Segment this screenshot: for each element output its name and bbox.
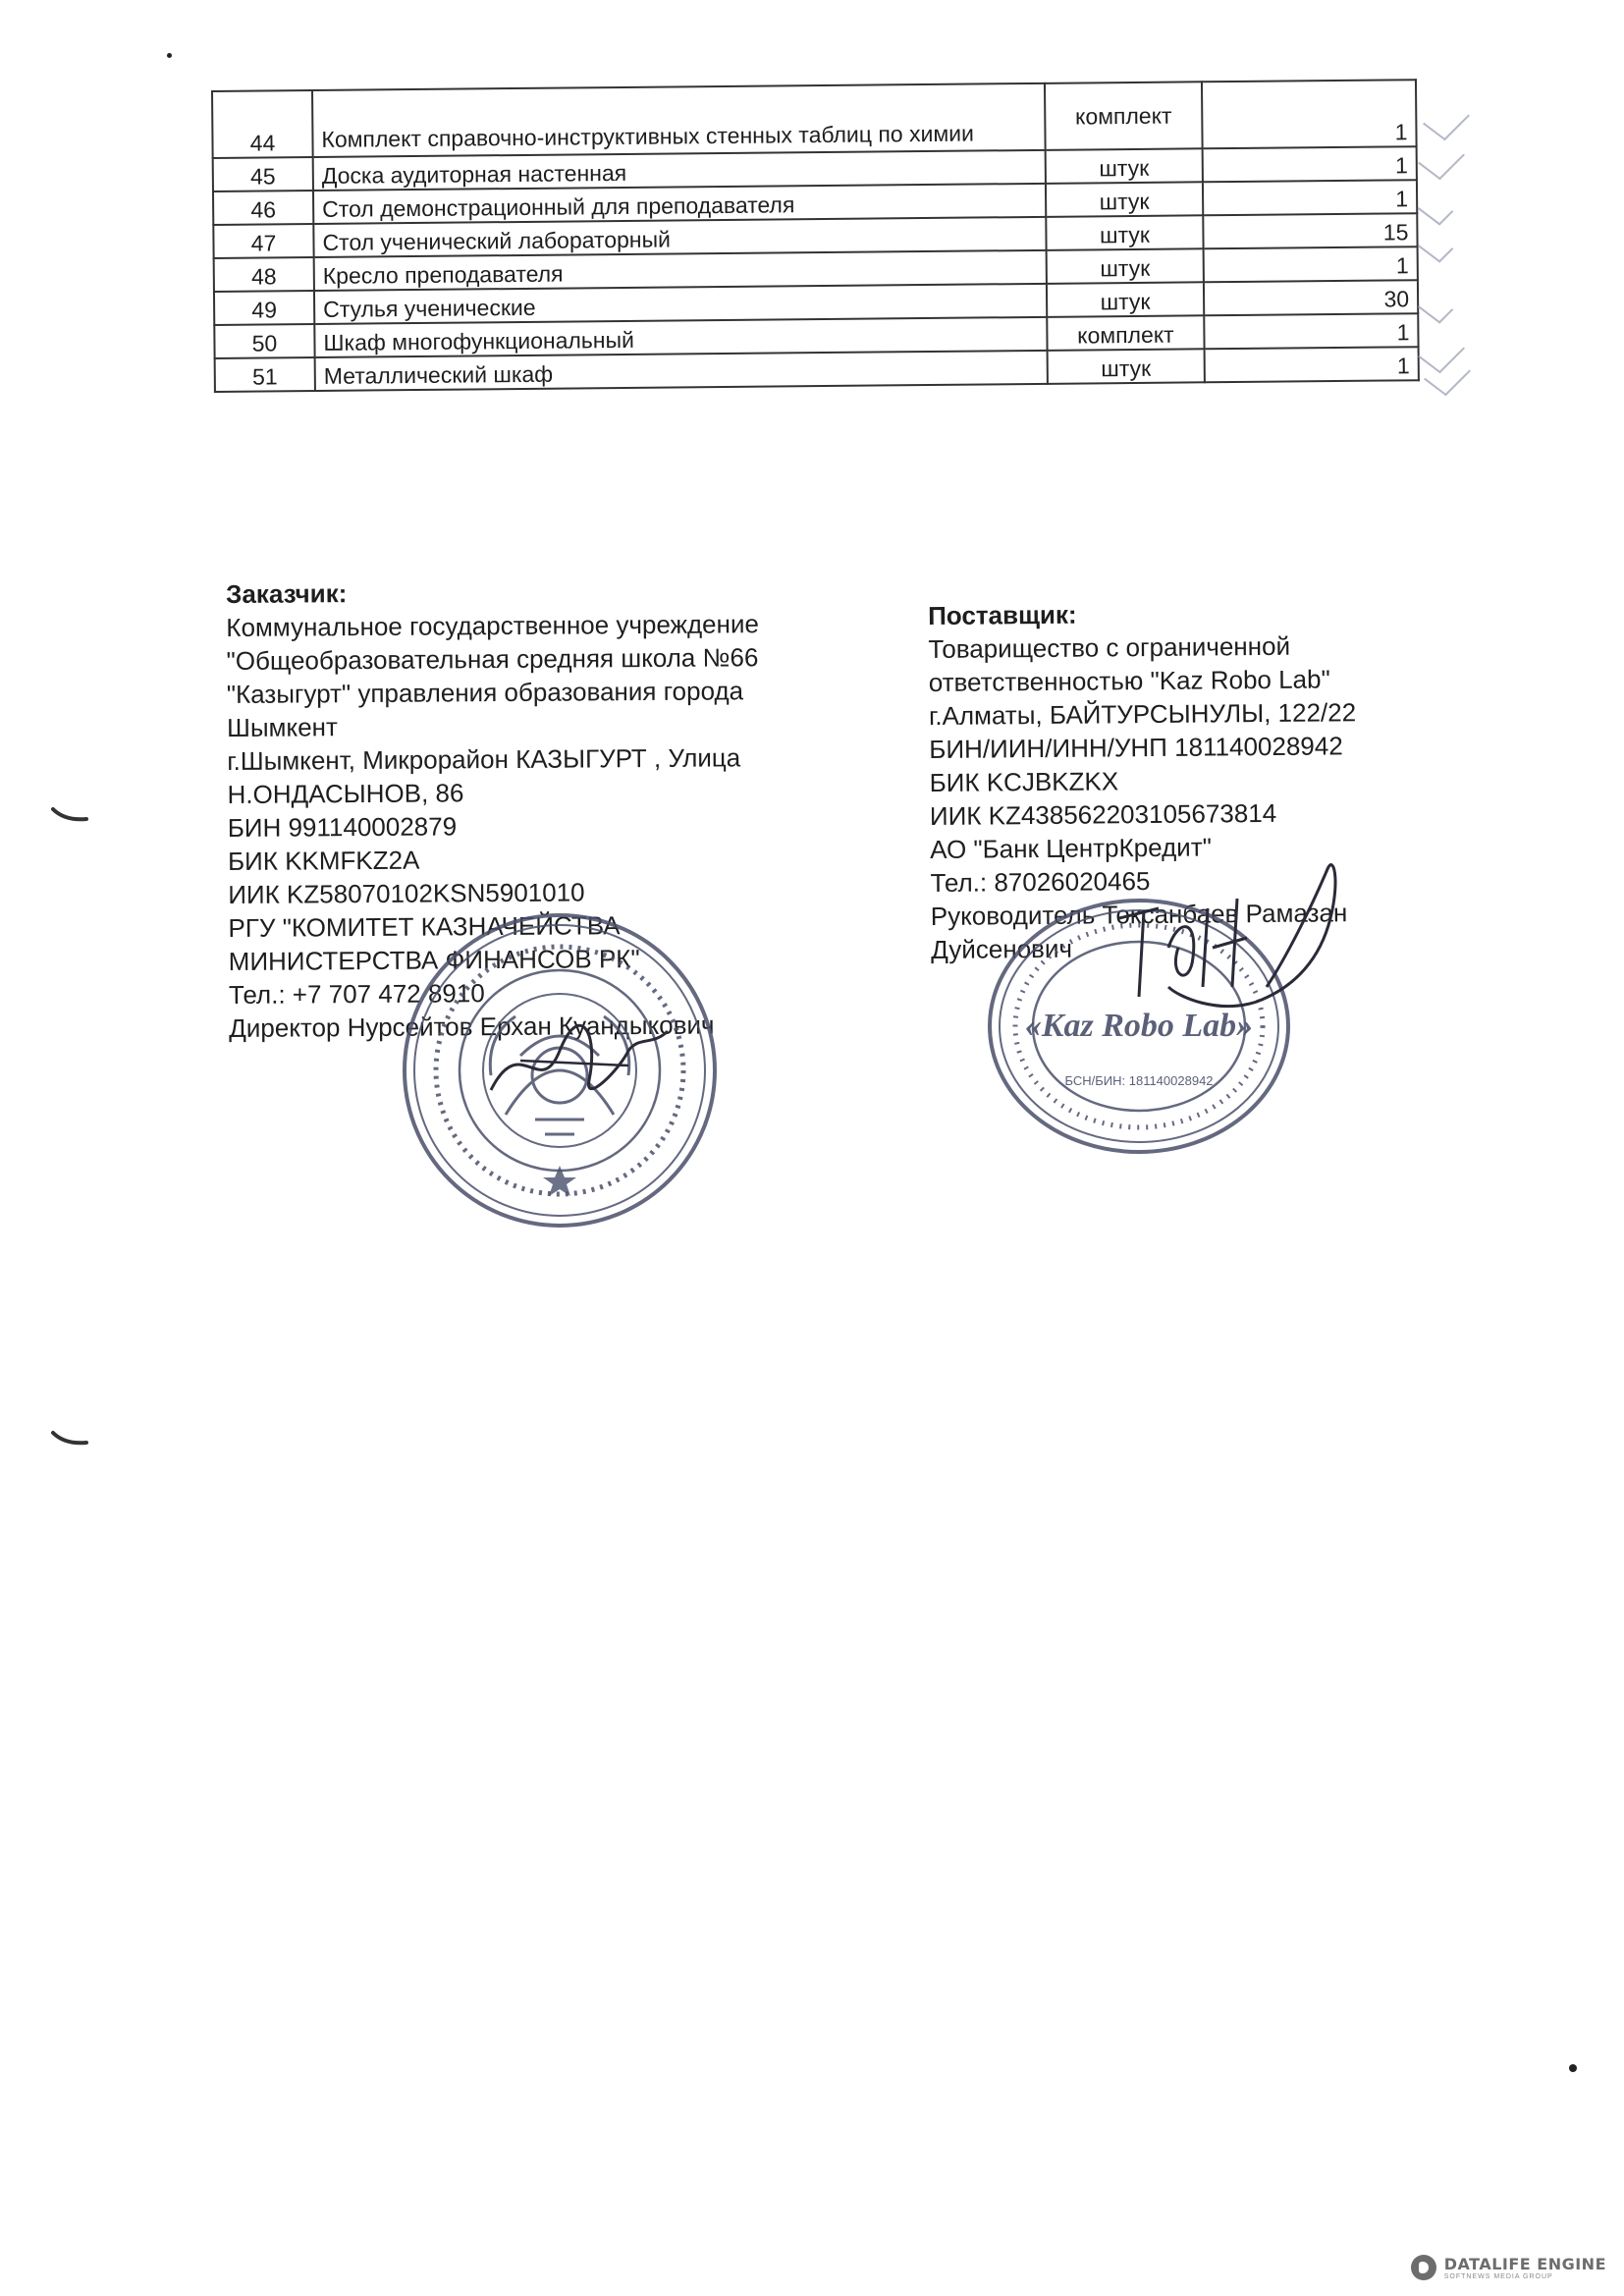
item-unit: штук [1046, 215, 1203, 250]
customer-line: МИНИСТЕРСТВА ФИНАНСОВ РК" [228, 944, 640, 976]
item-name: Шкаф многофункциональный [314, 317, 1047, 357]
customer-line: Директор Нурсейтов Ерхан Куандыкович [229, 1010, 715, 1043]
customer-line: БИН 991140002879 [227, 811, 458, 843]
supplier-seal-name: «Kaz Robo Lab» [1024, 1008, 1254, 1044]
scan-dot [167, 53, 172, 58]
customer-line: Тел.: +7 707 472 8910 [228, 978, 485, 1010]
check-mark-icon [1418, 293, 1454, 323]
hole-punch-mark [51, 1429, 90, 1450]
item-unit: штук [1048, 349, 1205, 384]
check-mark-icon [1418, 232, 1454, 262]
item-name: Доска аудиторная настенная [313, 150, 1046, 191]
supplier-line: Дуйсенович [930, 933, 1073, 964]
item-unit: штук [1047, 248, 1204, 284]
row-number: 50 [214, 324, 314, 358]
item-name: Кресло преподавателя [314, 250, 1047, 291]
row-number: 44 [212, 90, 313, 158]
supplier-line: Товарищество с ограниченной [928, 630, 1291, 664]
customer-line: г.Шымкент, Микрорайон КАЗЫГУРТ , Улица [227, 742, 741, 776]
customer-line: Коммунальное государственное учреждение [226, 609, 760, 642]
item-unit: штук [1046, 148, 1203, 184]
supplier-line: БИН/ИИН/ИНН/УНП 181140028942 [929, 731, 1343, 764]
supplier-line: ИИК KZ438562203105673814 [929, 797, 1277, 831]
row-number: 48 [214, 257, 314, 292]
customer-line: "Общеобразовательная средняя школа №66 [226, 642, 759, 676]
row-number: 51 [215, 357, 315, 392]
item-quantity: 15 [1203, 213, 1417, 248]
check-mark-icon [1423, 99, 1470, 140]
logo-sub-text: SOFTNEWS MEDIA GROUP [1443, 2273, 1553, 2280]
customer-line: "Казыгурт" управления образования города [226, 676, 744, 709]
customer-line: Н.ОНДАСЫНОВ, 86 [227, 778, 464, 809]
row-number: 47 [213, 224, 313, 258]
item-name: Металлический шкаф [315, 351, 1048, 391]
item-unit: комплект [1047, 315, 1204, 351]
supplier-line: Руководитель Токсанбаев Рамазан [930, 898, 1348, 931]
datalife-logo-icon [1411, 2255, 1436, 2280]
row-number: 46 [213, 191, 313, 225]
item-quantity: 1 [1203, 146, 1417, 182]
item-quantity: 30 [1204, 280, 1418, 315]
item-name: Стол ученический лабораторный [313, 217, 1046, 257]
scan-dot [1569, 2064, 1577, 2072]
customer-line: Шымкент [226, 712, 338, 742]
supplier-line: ответственностью "Kaz Robo Lab" [928, 664, 1330, 697]
item-quantity: 1 [1204, 246, 1418, 282]
item-unit: штук [1046, 182, 1203, 217]
customer-line: РГУ "КОМИТЕТ КАЗНАЧЕЙСТВА [228, 910, 621, 943]
customer-line: БИК KKMFKZ2A [227, 845, 420, 876]
row-number: 45 [213, 157, 313, 191]
supplier-line: г.Алматы, БАЙТУРСЫНУЛЫ, 122/22 [928, 697, 1357, 731]
supplier-line: АО "Банк ЦентрКредит" [930, 832, 1213, 864]
supplier-seal-bin: БСН/БИН: 181140028942 [1064, 1073, 1214, 1088]
item-quantity: 1 [1203, 180, 1417, 215]
item-name: Стулья ученические [314, 284, 1047, 324]
check-mark-icon [1418, 138, 1465, 180]
check-mark-icon [1418, 194, 1454, 225]
row-number: 49 [214, 291, 314, 325]
item-name: Стол демонстрационный для преподавателя [313, 184, 1046, 224]
datalife-engine-logo [1411, 2255, 1606, 2280]
table-row [212, 80, 1417, 158]
supplier-signature [1100, 840, 1345, 1036]
supplier-title: Поставщик: [928, 599, 1077, 630]
item-quantity: 1 [1202, 80, 1417, 148]
customer-signature [481, 1011, 677, 1120]
logo-main-text: DATALIFE ENGINE [1443, 2255, 1606, 2273]
item-unit: комплект [1045, 82, 1203, 150]
supplier-line: БИК KCJBKZKX [929, 766, 1119, 797]
customer-line: ИИК KZ58070102KSN5901010 [228, 877, 585, 909]
hole-punch-mark [51, 805, 90, 827]
item-quantity: 1 [1204, 313, 1418, 349]
item-quantity: 1 [1205, 347, 1419, 382]
customer-title: Заказчик: [226, 578, 348, 609]
supplier-line: Тел.: 87026020465 [930, 866, 1151, 898]
items-table [211, 79, 1410, 393]
item-name: Комплект справочно-инструктивных стенных таблиц по химии [312, 83, 1046, 157]
item-unit: штук [1047, 282, 1204, 317]
